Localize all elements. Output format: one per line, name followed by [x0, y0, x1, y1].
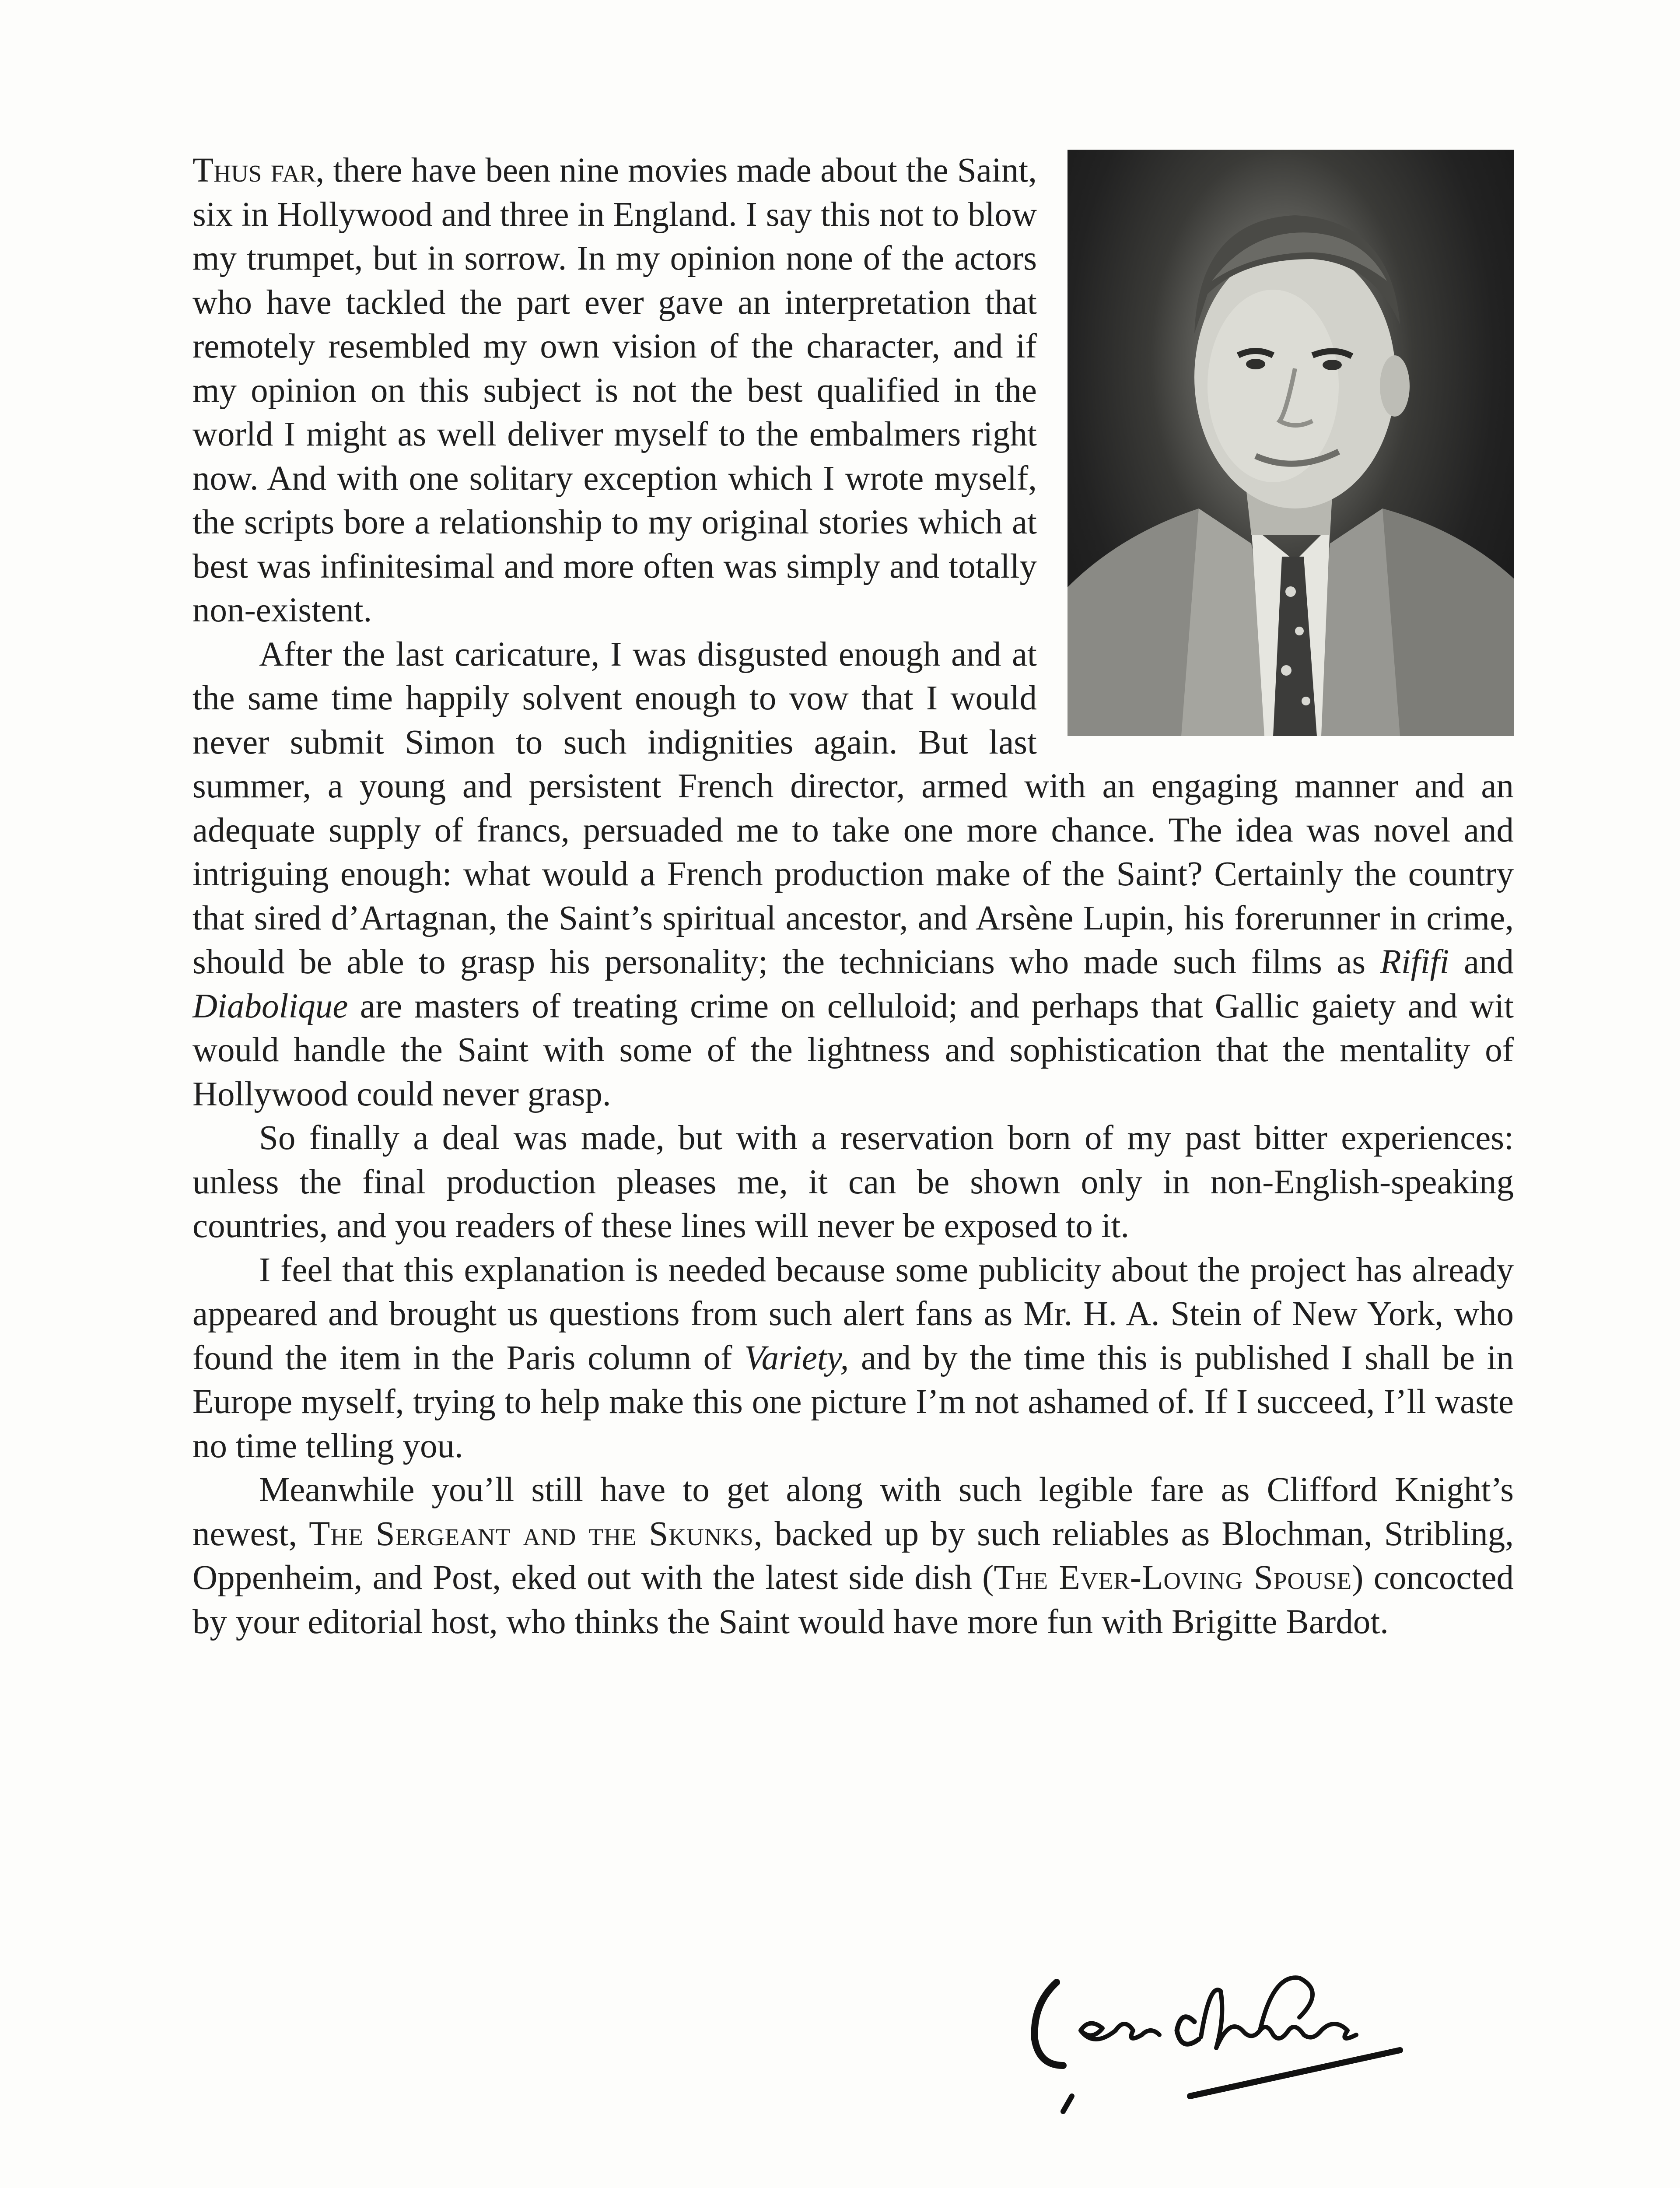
- story-title-sergeant-skunks: The Sergeant and the Skunks,: [309, 1515, 763, 1553]
- editorial-text: [192, 149, 1514, 1644]
- handwritten-signature-image: [1015, 1965, 1418, 2149]
- paragraph-4-text-a: I feel that this explanation is needed because some publicity about the project has already appeared and brought us questions from such alert fans as Mr. H. A. Stein of New York, who found the item in the Paris column of: [192, 1251, 1514, 1377]
- paragraph-3: So finally a deal was made, but with a reservation born of my past bitter experiences: unless the final production pleases me, it can be shown only in non-English-speaking countries, and you readers of these lines will never be exposed to it.: [192, 1119, 1514, 1245]
- story-title-ever-loving-spouse: The Ever-Loving Spouse: [994, 1559, 1352, 1597]
- paragraph-2-text-a: After the last caricature, I was disgusted enough and at the same time happily solvent enough to vow that I would never submit Simon to such indignities again. But last summer, a young and persistent French director, armed with an engaging manner and an adequate supply of francs, persuaded me to take one more chance. The idea was novel and intriguing enough: what would a French production make of the Saint? Certainly the country that sired d’Artagnan, the Saint’s spiritual ancestor, and Arsène Lupin, his forerunner in crime, should be able to grasp his personality; the technicians who made such films as: [192, 635, 1514, 981]
- paragraph-5-text-b: backed up by such reliables as Blochman, Stribling, Oppenheim, and Post, eked out with the latest side dish (: [192, 1515, 1514, 1597]
- paragraph-1-body: there have been nine movies made about the Saint, six in Hollywood and three in England. I say this not to blow my trumpet, but in sorrow. In my opinion none of the actors who have tackled the part ever gave an interpretation that remotely resembled my own vision of the character, and if my opinion on this subject is not the best qualified in the world I might as well deliver myself to the embalmers right now. And with one solitary exception which I wrote myself, the scripts bore a relationship to my original stories which at best was infinitesimal and more often was simply and totally non-existent.: [192, 151, 1037, 629]
- paragraph-2-text-c: are masters of treating crime on celluloid; and perhaps that Gallic gaiety and wit would handle the Saint with some of the lightness and sophistication that the mentality of Hollywood could never grasp.: [192, 987, 1514, 1113]
- paragraph-1-lead: Thus far,: [192, 151, 325, 189]
- author-signature: [1015, 1965, 1418, 2149]
- publication-title-variety: Variety,: [744, 1339, 849, 1377]
- paragraph-5: [192, 1468, 1514, 1644]
- paragraph-4: [192, 1248, 1514, 1469]
- author-photo: [1068, 150, 1514, 736]
- paragraph-4-text-b: and by the time this is published I shall be in Europe myself, trying to help make this one picture I’m not ashamed of. If I succeed, I’ll waste no time telling you.: [192, 1339, 1514, 1465]
- author-portrait-image: [1068, 150, 1514, 736]
- paragraph-5-text-c: ) concocted by your editorial host, who thinks the Saint would have more fun with Brigitte Bardot.: [192, 1559, 1514, 1641]
- paragraph-2-text-b: and: [1449, 943, 1514, 981]
- film-title-diabolique: Diabolique: [192, 987, 348, 1025]
- paragraph-5-text-a: Meanwhile you’ll still have to get along with such legible fare as Clifford Knight’s newest,: [192, 1471, 1514, 1553]
- film-title-rififi: Rififi: [1380, 943, 1449, 981]
